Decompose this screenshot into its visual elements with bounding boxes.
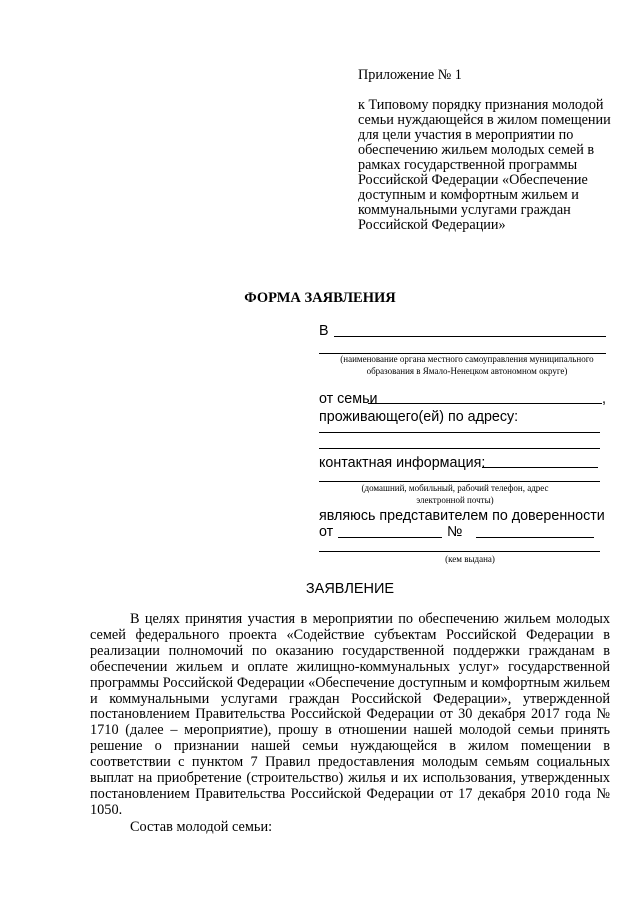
issued-caption: (кем выдана) bbox=[445, 554, 495, 564]
address-line-1[interactable] bbox=[319, 432, 600, 433]
appendix-number: Приложение № 1 bbox=[358, 67, 462, 83]
from-date-label: от bbox=[319, 524, 334, 540]
address-label: проживающего(ей) по адресу: bbox=[319, 409, 519, 425]
contact-label: контактная информация: bbox=[319, 455, 486, 471]
family-composition-label: Состав молодой семьи: bbox=[130, 819, 273, 835]
proxy-number-line[interactable] bbox=[476, 537, 594, 538]
representative-label: являюсь представителем по доверенности bbox=[319, 508, 605, 524]
number-label: № bbox=[447, 524, 463, 540]
proxy-date-line[interactable] bbox=[338, 537, 442, 538]
to-label: В bbox=[319, 323, 329, 339]
from-field-line[interactable] bbox=[368, 403, 602, 404]
from-comma: , bbox=[602, 391, 606, 407]
to-field-line-1[interactable] bbox=[334, 336, 606, 337]
to-caption: (наименование органа местного самоуправления муниципального образования в Ямало-Ненецком автономном округе) bbox=[340, 354, 594, 376]
contact-caption: (домашний, мобильный, рабочий телефон, адрес электронной почты) bbox=[361, 483, 549, 505]
address-line-2[interactable] bbox=[319, 448, 600, 449]
issued-by-line[interactable] bbox=[319, 551, 600, 552]
statement-title: ЗАЯВЛЕНИЕ bbox=[305, 581, 395, 597]
from-label: от семьи bbox=[319, 391, 378, 407]
contact-line-1[interactable] bbox=[482, 467, 598, 468]
form-title: ФОРМА ЗАЯВЛЕНИЯ bbox=[244, 290, 396, 306]
statement-paragraph: В целях принятия участия в мероприятии по обеспечению жильем молодых семей федерального проекта «Содействие субъектам Российской Федерации в реализации полномочий по оказанию государственной поддержки гражданам в обеспечении жильем и оплате жилищно-коммунальных услуг» государственной программы Российской Федерации «Обеспечение доступным и комфортным жильем и коммунальными услугами граждан Российской Федерации», утвержденной постановлением Правительства Российской Федерации от 30 декабря 2017 года № 1710 (далее – мероприятие), прошу в отношении нашей молодой семьи принять решение о признании нашей семьи нуждающейся в жилом помещении в соответствии с пунктом 7 Правил предоставления молодым семьям социальных выплат на приобретение (строительство) жилья и их использования, утвержденных постановлением Правительства Российской Федерации от 17 декабря 2010 года № 1050. bbox=[90, 611, 610, 818]
appendix-text: к Типовому порядку признания молодой семьи нуждающейся в жилом помещении для цели участия в мероприятии по обеспечению жильем молодых семей в рамках государственной программы Российской Федерации «Обеспечение доступным и комфортным жильем и коммунальными услугами граждан Российской Федерации» bbox=[358, 97, 611, 233]
